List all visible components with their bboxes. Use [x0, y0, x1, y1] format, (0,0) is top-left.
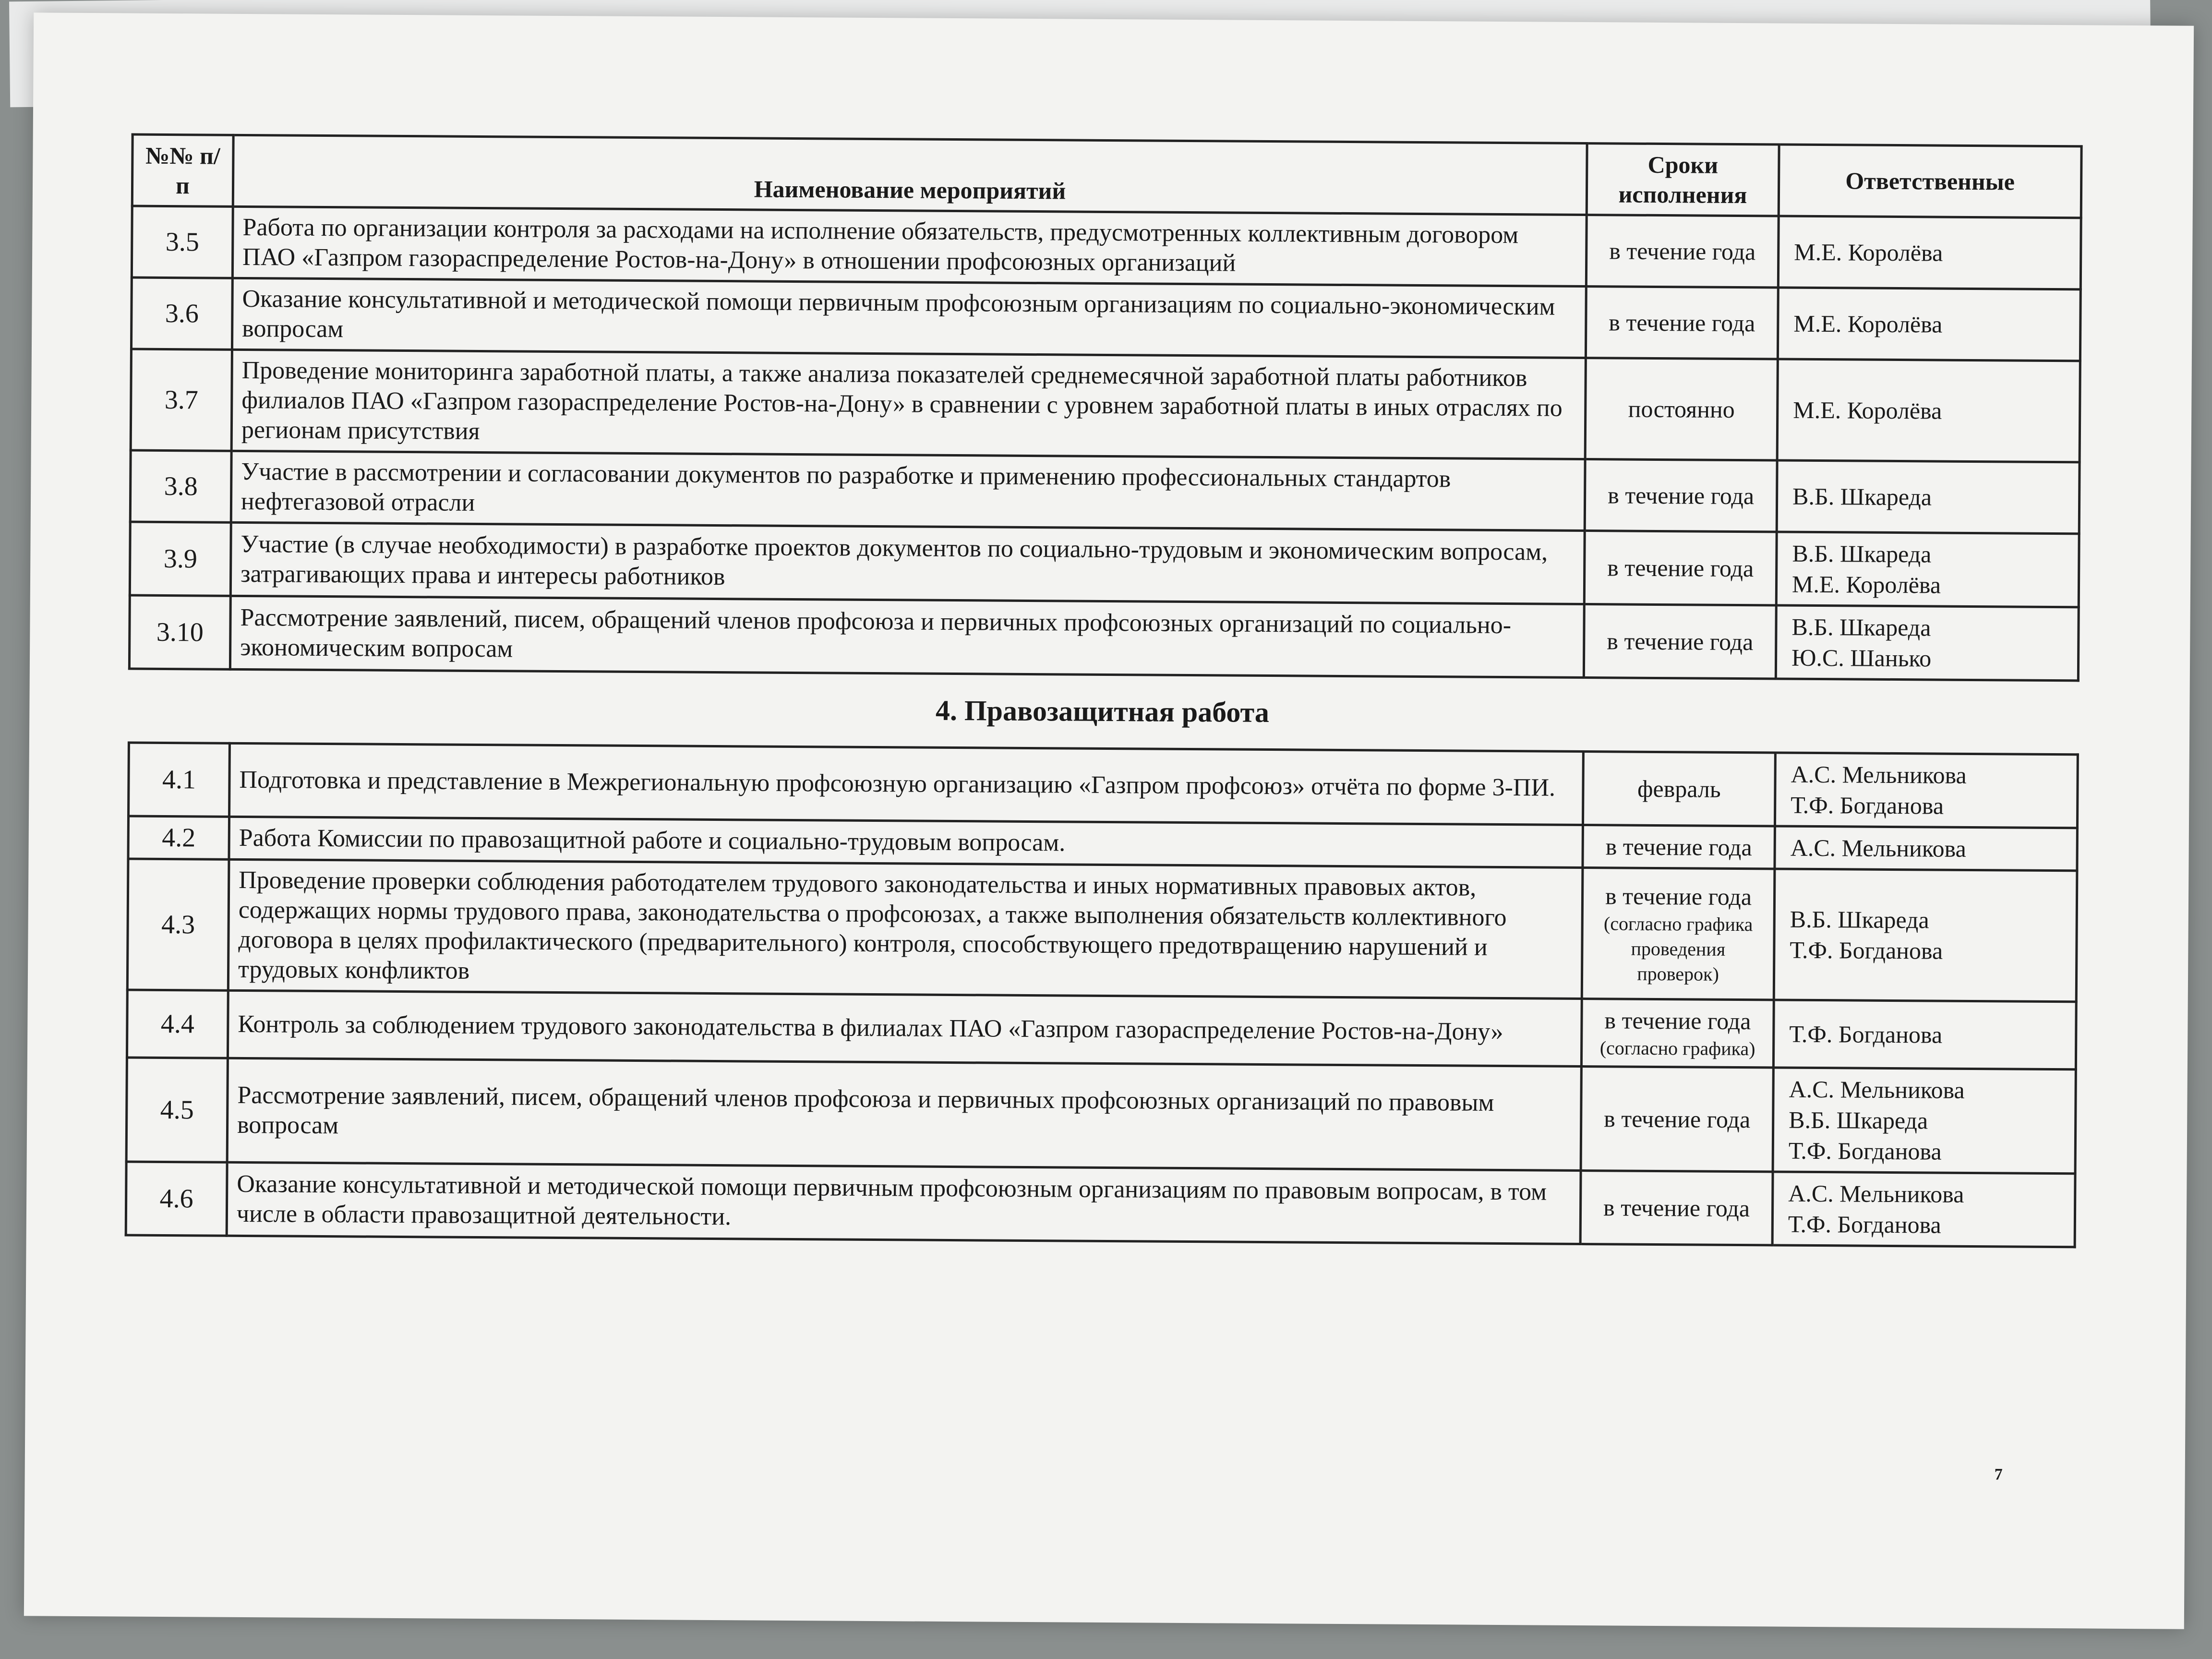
responsible-person: М.Е. Королёва [1793, 310, 1943, 338]
responsible-person: Т.Ф. Богданова [1790, 936, 1943, 964]
responsible-person: В.Б. Шкареда [1792, 540, 1932, 568]
table-row [130, 522, 2079, 607]
row-term-cell [1584, 531, 1777, 605]
responsible-person: В.Б. Шкареда [1790, 905, 1929, 934]
responsible-person: А.С. Мельникова [1790, 834, 1966, 862]
row-term: в течение года [1609, 309, 1755, 337]
row-term: февраль [1637, 775, 1721, 803]
row-responsible-cell [1776, 605, 2079, 681]
row-number: 3.8 [130, 450, 231, 522]
responsible-person: В.Б. Шкареда [1791, 613, 1931, 641]
header-term: Сроки исполнения [1587, 144, 1779, 216]
row-term-note: (согласно графика) [1599, 1037, 1755, 1060]
row-term-cell [1586, 215, 1779, 288]
responsible-person: А.С. Мельникова [1788, 1179, 1964, 1208]
row-responsible-cell [1776, 532, 2079, 607]
table-row [126, 1058, 2076, 1174]
row-responsible-cell [1775, 753, 2078, 828]
responsible-person: Т.Ф. Богданова [1789, 1020, 1943, 1048]
row-responsible-cell [1778, 216, 2081, 289]
row-responsible-cell [1777, 359, 2080, 462]
row-term-cell [1581, 1067, 1773, 1172]
table-row [127, 859, 2077, 1002]
row-number: 4.4 [127, 990, 228, 1058]
row-description: Проведение мониторинга заработной платы, а также анализа показателей среднемесячной заработной платы работников филиалов ПАО «Газпром газораспределение Ростов-на-Дону» в сравнении с уровнем заработной платы в иных отраслях по регионам присутствия [231, 349, 1586, 459]
row-term: в течение года [1603, 1194, 1750, 1222]
row-number: 3.7 [131, 349, 232, 451]
row-number: 4.1 [129, 743, 230, 817]
row-term: в течение года [1609, 237, 1756, 265]
row-responsible-cell [1772, 1172, 2075, 1247]
row-number: 3.5 [132, 206, 233, 278]
responsible-person: А.С. Мельникова [1791, 760, 1967, 789]
responsible-person: В.Б. Шкареда [1792, 482, 1932, 511]
table-row [129, 743, 2078, 828]
row-term-cell [1583, 752, 1775, 826]
table-row [126, 1162, 2075, 1247]
row-term-cell [1585, 459, 1777, 532]
row-number: 4.3 [127, 859, 229, 990]
row-description: Рассмотрение заявлений, писем, обращений членов профсоюза и первичных профсоюзных организаций по социально-экономическим вопросам [230, 596, 1584, 677]
table-row [129, 595, 2079, 681]
row-description: Работа Комиссии по правозащитной работе и социально-трудовым вопросам. [229, 817, 1583, 867]
table-row [132, 206, 2081, 289]
row-term: в течение года [1608, 481, 1755, 510]
row-description: Участие (в случае необходимости) в разработке проектов документов по социально-трудовым и экономическим вопросам, затрагивающих права и интересы работников [230, 522, 1585, 604]
header-num: №№ п/п [132, 134, 233, 206]
responsible-person: М.Е. Королёва [1793, 396, 1942, 424]
row-term-cell [1586, 287, 1778, 359]
row-number: 3.9 [130, 522, 231, 596]
row-term: в течение года [1604, 1007, 1751, 1035]
row-term-cell [1580, 1171, 1773, 1245]
row-responsible-cell [1773, 1000, 2076, 1070]
responsible-person: Ю.С. Шанько [1791, 644, 1932, 672]
row-number: 4.6 [126, 1162, 227, 1236]
row-description: Проведение проверки соблюдения работодателем трудового законодательства и иных нормативных правовых актов, содержащих нормы трудового права, законодательства о профсоюзах, а также выполнения обязательств коллективного договора в целях профилактического (предварительного) контроля, способствующего предотвращению нарушений и трудовых конфликтов [228, 859, 1583, 998]
row-term: в течение года [1605, 833, 1752, 861]
row-number: 4.5 [126, 1058, 228, 1162]
row-description: Работа по организации контроля за расходами на исполнение обязательств, предусмотренных коллективным договором ПАО «Газпром газораспределение Ростов-на-Дону» в отношении профсоюзных организаций [232, 206, 1587, 286]
row-responsible-cell [1774, 869, 2077, 1002]
section-title: 4. Правозащитная работа [935, 694, 1270, 729]
responsible-person: Т.Ф. Богданова [1791, 791, 1944, 819]
row-term: в течение года [1607, 627, 1754, 656]
row-description: Подготовка и представление в Межрегиональную профсоюзную организацию «Газпром профсоюз» отчёта по форме 3-ПИ. [229, 743, 1584, 825]
row-number: 3.10 [129, 595, 230, 669]
row-term-cell [1585, 358, 1778, 460]
table-row [127, 990, 2076, 1070]
activities-table-section4 [125, 742, 2079, 1249]
activities-table-section3 [128, 133, 2083, 682]
responsible-person: М.Е. Королёва [1794, 238, 1943, 266]
table-row [130, 450, 2080, 534]
row-term-cell [1581, 999, 1774, 1068]
responsible-person: В.Б. Шкареда [1789, 1106, 1928, 1134]
table-row [131, 277, 2080, 361]
responsible-person: А.С. Мельникова [1789, 1075, 1965, 1104]
row-number: 3.6 [131, 277, 232, 349]
row-term-cell [1582, 868, 1775, 1000]
header-resp: Ответственные [1779, 144, 2081, 218]
row-term: в течение года [1604, 1105, 1751, 1133]
row-term: в течение года [1605, 882, 1752, 911]
header-name: Наименование мероприятий [233, 135, 1587, 215]
row-description: Рассмотрение заявлений, писем, обращений членов профсоюза и первичных профсоюзных организаций по правовым вопросам [227, 1058, 1581, 1170]
row-responsible-cell [1778, 288, 2080, 361]
responsible-person: Т.Ф. Богданова [1788, 1137, 1942, 1165]
row-number: 4.2 [128, 816, 229, 859]
table-row [131, 349, 2080, 462]
page-content [125, 133, 2080, 1249]
row-term-cell [1583, 825, 1775, 869]
row-term: постоянно [1628, 395, 1735, 423]
row-term-cell [1584, 604, 1776, 679]
row-responsible-cell [1777, 460, 2080, 534]
row-responsible-cell [1773, 1068, 2076, 1174]
table-header-row [132, 134, 2081, 218]
row-responsible-cell [1775, 826, 2078, 871]
row-description: Оказание консультативной и методической помощи первичным профсоюзным организациям по социально-экономическим вопросам [232, 278, 1586, 358]
responsible-person: М.Е. Королёва [1791, 570, 1941, 599]
page-number: 7 [1994, 1466, 2003, 1484]
row-description: Участие в рассмотрении и согласовании документов по разработке и применению профессиональных стандартов нефтегазовой отрасли [231, 451, 1585, 530]
row-description: Оказание консультативной и методической помощи первичным профсоюзным организациям по правовым вопросам, в том числе в области правозащитной деятельности. [227, 1162, 1581, 1244]
document-page [24, 12, 2194, 1629]
row-description: Контроль за соблюдением трудового законодательства в филиалах ПАО «Газпром газораспределение Ростов-на-Дону» [228, 990, 1582, 1066]
row-term: в течение года [1607, 554, 1754, 582]
row-term-note: (согласно графика проведения проверок) [1603, 913, 1753, 985]
responsible-person: Т.Ф. Богданова [1788, 1210, 1941, 1238]
